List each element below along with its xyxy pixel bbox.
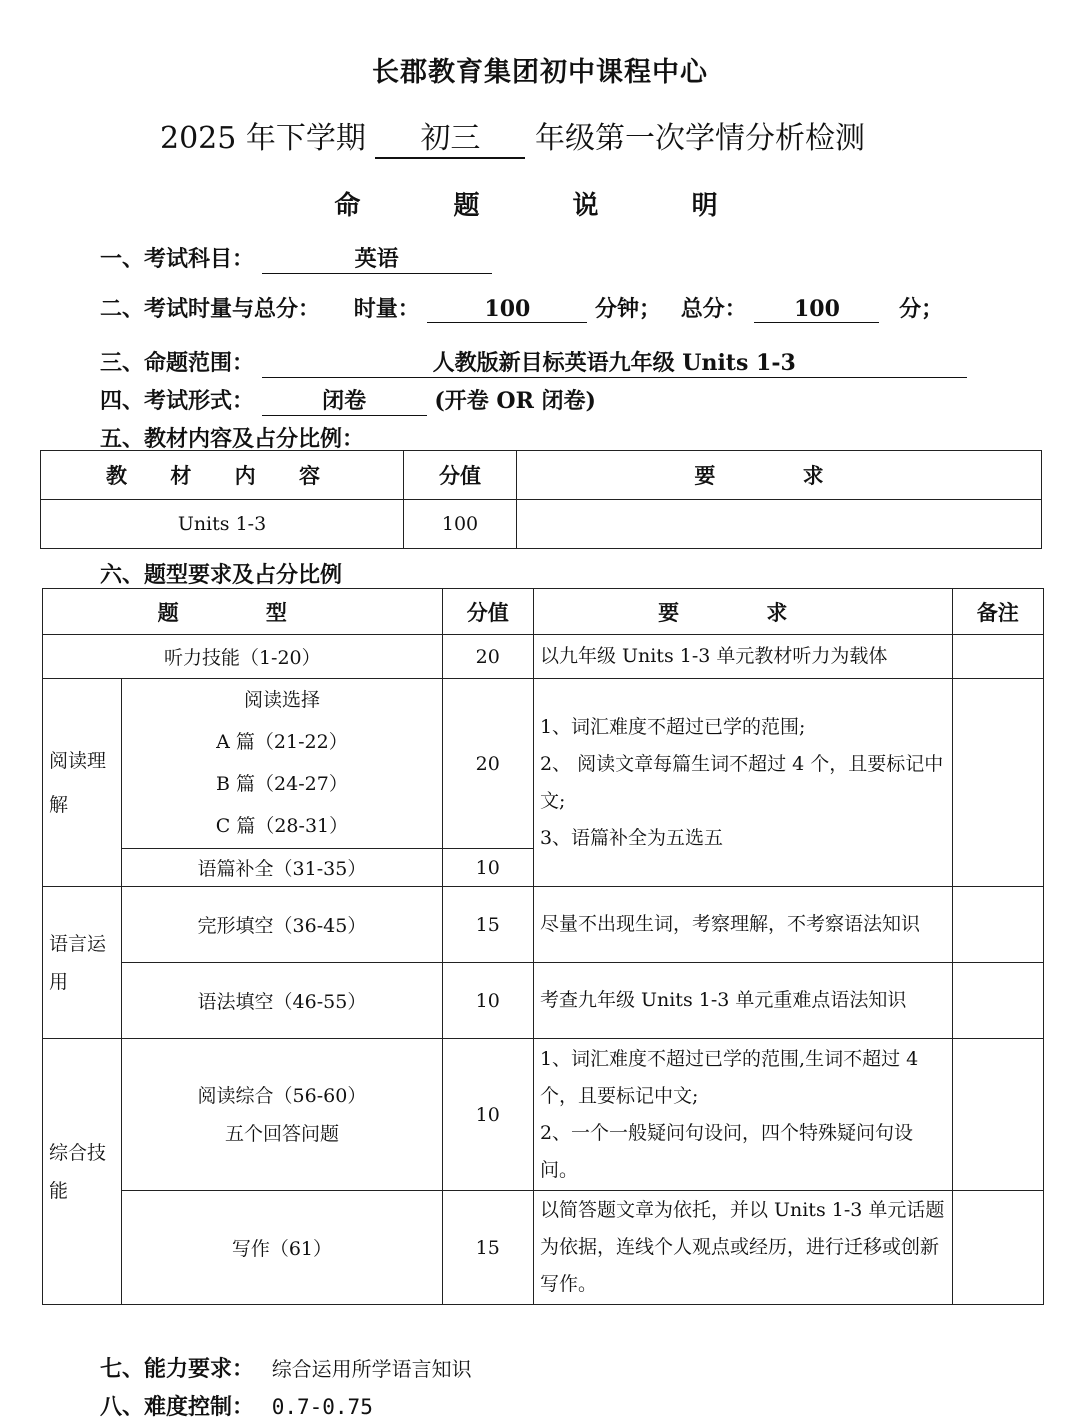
choice-title: 阅读选择 bbox=[243, 689, 320, 711]
time-label: 二、考试时量与总分： bbox=[100, 296, 321, 322]
writing-req: 以简答题文章为依托，并以 Units 1-3 单元话题为依据，连线个人观点或经历，进行迁移或创新写作。 bbox=[533, 1191, 952, 1305]
format-line bbox=[100, 384, 596, 416]
reading-group: 阅读理解 bbox=[43, 679, 122, 887]
table-row bbox=[43, 1039, 1044, 1191]
table-row bbox=[43, 963, 1044, 1039]
table-row bbox=[43, 635, 1044, 679]
score-unit: 分； bbox=[899, 296, 944, 322]
skills-group: 综合技能 bbox=[43, 1039, 122, 1305]
note-cell bbox=[952, 963, 1043, 1039]
exam-suffix: 年级第一次学情分析检测 bbox=[534, 121, 865, 156]
header-note: 备注 bbox=[952, 589, 1043, 635]
subtitle: 命 题 说 明 bbox=[334, 191, 746, 221]
table-header-row bbox=[43, 589, 1044, 635]
scope-line bbox=[100, 346, 967, 378]
req-cell bbox=[517, 500, 1042, 549]
grade-blank: 初三 bbox=[375, 113, 525, 159]
reading-req bbox=[533, 679, 952, 887]
choice-score: 20 bbox=[442, 679, 533, 849]
cloze7-score: 10 bbox=[442, 849, 533, 887]
content-label: 五、教材内容及占分比例： bbox=[100, 426, 365, 452]
time-sub: 时量： bbox=[353, 296, 420, 322]
language-group: 语言运用 bbox=[43, 887, 122, 1039]
reading-comp-req-1: 1、词汇难度不超过已学的范围,生词不超过 4 个，且要标记中文; bbox=[539, 1047, 919, 1107]
header-type: 题 型 bbox=[43, 589, 443, 635]
time-value: 100 bbox=[427, 296, 587, 323]
ability-label: 七、能力要求： bbox=[100, 1356, 255, 1382]
table-header-row bbox=[41, 451, 1042, 500]
subject-value: 英语 bbox=[262, 242, 492, 274]
score-sub: 总分： bbox=[680, 296, 747, 322]
scope-value: 人教版新目标英语九年级 Units 1-3 bbox=[262, 346, 967, 378]
note-cell bbox=[952, 887, 1043, 963]
header-req: 要 求 bbox=[533, 589, 952, 635]
listening-cell: 听力技能（1-20） bbox=[43, 635, 443, 679]
content-table bbox=[40, 450, 1042, 549]
difficulty-line bbox=[100, 1390, 373, 1421]
cloze-cell: 完形填空（36-45） bbox=[122, 887, 442, 963]
table-row bbox=[43, 887, 1044, 963]
format-label: 四、考试形式： bbox=[100, 388, 255, 414]
scope-label: 三、命题范围： bbox=[100, 350, 255, 376]
header-req: 要 求 bbox=[517, 451, 1042, 500]
score-cell: 100 bbox=[404, 500, 517, 549]
score-value: 100 bbox=[754, 296, 879, 323]
note-cell bbox=[952, 1191, 1043, 1305]
grammar-score: 10 bbox=[442, 963, 533, 1039]
cloze-score: 15 bbox=[442, 887, 533, 963]
writing-cell: 写作（61） bbox=[122, 1191, 442, 1305]
subject-line bbox=[100, 242, 492, 274]
subject-label: 一、考试科目： bbox=[100, 246, 255, 272]
note-cell bbox=[952, 635, 1043, 679]
time-unit: 分钟； bbox=[595, 296, 662, 322]
table-row bbox=[41, 500, 1042, 549]
passage-a: A 篇（21-22） bbox=[216, 731, 348, 753]
passage-b: B 篇（24-27） bbox=[216, 773, 348, 795]
note-cell bbox=[952, 1039, 1043, 1191]
reading-comp-cell bbox=[122, 1039, 442, 1191]
header-content: 教 材 内 容 bbox=[41, 451, 404, 500]
exam-title bbox=[160, 113, 865, 159]
org-title: 长郡教育集团初中课程中心 bbox=[372, 57, 708, 88]
reading-req-1: 1、词汇难度不超过已学的范围; bbox=[539, 715, 806, 738]
reading-comp-req bbox=[533, 1039, 952, 1191]
listening-req: 以九年级 Units 1-3 单元教材听力为载体 bbox=[533, 635, 952, 679]
writing-score: 15 bbox=[442, 1191, 533, 1305]
grammar-req: 考查九年级 Units 1-3 单元重难点语法知识 bbox=[533, 963, 952, 1039]
time-line bbox=[100, 292, 943, 323]
header-score: 分值 bbox=[442, 589, 533, 635]
reading-req-2: 2、 阅读文章每篇生词不超过 4 个，且要标记中文; bbox=[539, 752, 944, 812]
header-score: 分值 bbox=[404, 451, 517, 500]
table-row bbox=[43, 679, 1044, 849]
reading-choice-cell bbox=[122, 679, 442, 849]
difficulty-value: 0.7-0.75 bbox=[271, 1395, 373, 1419]
cloze7-cell: 语篇补全（31-35） bbox=[122, 849, 442, 887]
reading-comp-req-2: 2、一个一般疑问句设问，四个特殊疑问句设问。 bbox=[539, 1121, 914, 1181]
reading-comp-score: 10 bbox=[442, 1039, 533, 1191]
listening-score: 20 bbox=[442, 635, 533, 679]
ability-value: 综合运用所学语言知识 bbox=[271, 1357, 472, 1381]
reading-comp-line1: 阅读综合（56-60） bbox=[197, 1084, 367, 1107]
types-label: 六、题型要求及占分比例 bbox=[100, 562, 343, 588]
note-cell bbox=[952, 679, 1043, 887]
format-value: 闭卷 bbox=[262, 384, 427, 416]
table-row bbox=[43, 1191, 1044, 1305]
ability-line bbox=[100, 1352, 472, 1383]
grammar-cell: 语法填空（46-55） bbox=[122, 963, 442, 1039]
content-cell: Units 1-3 bbox=[41, 500, 404, 549]
passage-c: C 篇（28-31） bbox=[215, 815, 349, 837]
reading-req-3: 3、语篇补全为五选五 bbox=[539, 826, 724, 849]
format-note: (开卷 OR 闭卷) bbox=[434, 388, 596, 414]
exam-prefix: 2025 年下学期 bbox=[160, 121, 366, 156]
difficulty-label: 八、难度控制： bbox=[100, 1394, 255, 1420]
cloze-req: 尽量不出现生词，考察理解，不考察语法知识 bbox=[533, 887, 952, 963]
types-table bbox=[42, 588, 1044, 1305]
reading-comp-line2: 五个回答问题 bbox=[224, 1122, 339, 1145]
